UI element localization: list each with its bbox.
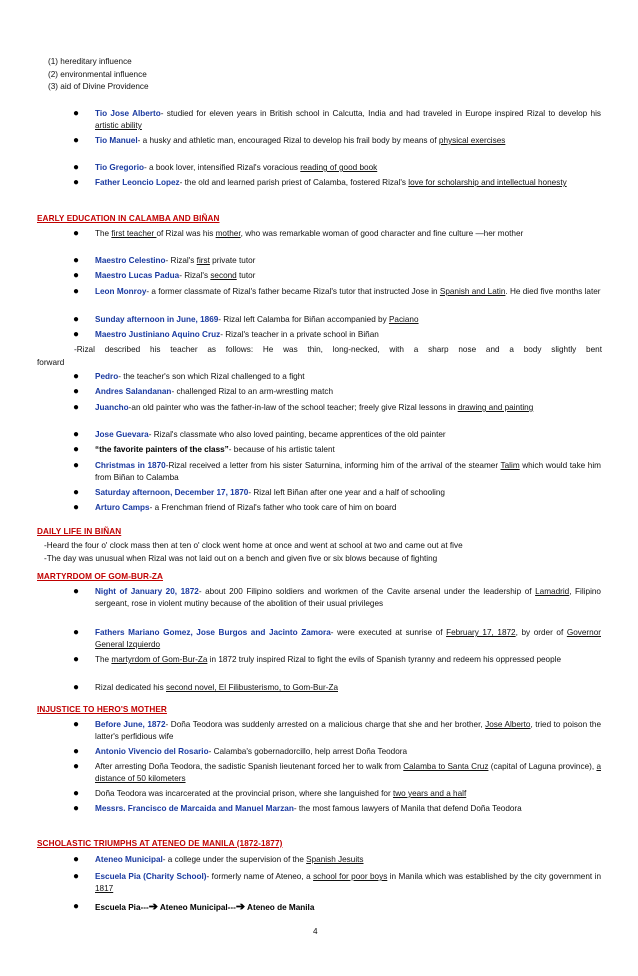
- text: - about 200 Filipino soldiers and workmen of the Cavite arsenal under the leadership of: [198, 587, 536, 596]
- text: private tutor: [209, 256, 256, 265]
- person-name: Saturday afternoon, December 17, 1870: [95, 488, 249, 497]
- text: - the old and learned parish priest of Calamba, fostered Rizal's: [179, 178, 409, 187]
- bullet-item: [73, 162, 601, 174]
- text: of Rizal was his: [156, 229, 216, 238]
- person-name: Escuela Pia (Charity School): [95, 872, 207, 881]
- bullet-icon: ●: [73, 177, 80, 188]
- text: - Rizal left Biñan after one year and a half of schooling: [248, 488, 445, 497]
- text: Escuela Pia---: [95, 903, 149, 912]
- person-name: Pedro: [95, 372, 119, 381]
- text: , tried to poison the latter's perfidious wife: [95, 720, 602, 741]
- bullet-item: [73, 502, 601, 514]
- paragraph: -The day was unusual when Rizal was not laid out on a bench and given five or six blows because of fighting: [44, 554, 438, 563]
- underlined-text: first teacher: [111, 229, 157, 238]
- text: - Doña Teodora was suddenly arrested on a malicious charge that she and her brother,: [165, 720, 486, 729]
- bullet-item: [73, 654, 601, 666]
- bullet-item: [73, 402, 601, 414]
- underlined-text: drawing and painting: [457, 403, 534, 412]
- text: in 1872 truly inspired Rizal to fight the evils of Spanish tyranny and redeem his oppressed people: [207, 655, 562, 664]
- list-item: (1) hereditary influence: [48, 57, 132, 66]
- underlined-text: Jose Alberto: [485, 720, 531, 729]
- bullet-item: [73, 371, 601, 383]
- underlined-text: first: [196, 256, 210, 265]
- person-name: Sunday afternoon in June, 1869: [95, 315, 219, 324]
- bullet-icon: ●: [73, 286, 80, 297]
- underlined-text: mother: [215, 229, 241, 238]
- quote-text: “the favorite painters of the class”: [95, 445, 229, 454]
- text: - studied for eleven years in British school in Calcutta, India and had traveled in Europe inspired Rizal to develop his: [160, 109, 601, 118]
- bullet-item: [73, 177, 601, 189]
- text: in Manila which was established by the city government in: [387, 872, 601, 881]
- text: - a former classmate of Rizal's father became Rizal's tutor that instructed Jose in: [146, 287, 440, 296]
- section-heading: EARLY EDUCATION IN CALAMBA AND BIÑAN: [37, 214, 220, 223]
- bullet-item: [73, 286, 601, 298]
- text: - a book lover, intensified Rizal's voracious: [143, 163, 301, 172]
- bullet-item: [73, 719, 602, 743]
- bullet-item: [73, 627, 601, 651]
- bullet-item: [73, 901, 601, 914]
- text: . He died five months later: [505, 287, 601, 296]
- text: Doña Teodora was incarcerated at the provincial prison, where she languished for: [95, 789, 393, 798]
- text: , Filipino sergeant, rose in violent mutiny because of the abolition of their usual privileges: [95, 587, 601, 608]
- underlined-text: second novel, El Filibusterismo, to Gom-Bur-Za: [166, 683, 338, 692]
- underlined-text: love for scholarship and intellectual honesty: [408, 178, 567, 187]
- bullet-icon: ●: [73, 429, 80, 440]
- text: - challenged Rizal to an arm-wrestling match: [171, 387, 333, 396]
- bullet-item: [73, 135, 601, 147]
- text: , who was remarkable woman of good character and fine culture —her mother: [240, 229, 524, 238]
- text: - Rizal's teacher in a private school in Biñan: [220, 330, 379, 339]
- person-name: Antonio Vivencio del Rosario: [95, 747, 209, 756]
- bullet-icon: ●: [73, 854, 80, 865]
- underlined-text: reading of good book: [300, 163, 378, 172]
- bullet-icon: ●: [73, 329, 80, 340]
- bullet-item: [73, 746, 601, 758]
- bullet-item: [73, 788, 601, 800]
- section-heading: INJUSTICE TO HERO'S MOTHER: [37, 705, 167, 714]
- person-name: Jose Guevara: [95, 430, 149, 439]
- bullet-icon: ●: [73, 162, 80, 173]
- bullet-item: [73, 854, 601, 866]
- person-name: Christmas in 1870: [95, 461, 166, 470]
- bullet-icon: ●: [73, 746, 80, 757]
- text: tutor: [236, 271, 256, 280]
- person-name: Tio Manuel: [95, 136, 138, 145]
- section-heading: SCHOLASTIC TRIUMPHS AT ATENEO DE MANILA (1872-1877): [37, 839, 283, 848]
- bullet-item: [73, 460, 601, 484]
- underlined-text: Lamadrid: [535, 587, 570, 596]
- text: , by order of: [515, 628, 567, 637]
- bullet-icon: ●: [73, 460, 80, 471]
- underlined-text: Paciano: [388, 315, 419, 324]
- text: - a Frenchman friend of Rizal's father who took care of him on board: [149, 503, 397, 512]
- person-name: Fathers Mariano Gomez, Jose Burgos and Jacinto Zamora: [95, 628, 331, 637]
- person-name: Arturo Camps: [95, 503, 150, 512]
- underlined-text: Spanish Jesuits: [306, 855, 364, 864]
- bullet-item: [73, 487, 601, 499]
- person-name: Maestro Celestino: [95, 256, 166, 265]
- person-name: Before June, 1872: [95, 720, 166, 729]
- bullet-icon: ●: [73, 228, 80, 239]
- text: The: [95, 229, 112, 238]
- text: - Rizal's classmate who also loved painting, became apprentices of the old painter: [148, 430, 446, 439]
- underlined-text: Calamba to Santa Cruz: [403, 762, 489, 771]
- text: - were executed at sunrise of: [330, 628, 447, 637]
- person-name: Messrs. Francisco de Marcaida and Manuel Marzan: [95, 804, 294, 813]
- bullet-item: [73, 682, 601, 694]
- underlined-text: physical exercises: [438, 136, 506, 145]
- text: - Rizal's: [165, 256, 197, 265]
- bullet-icon: ●: [73, 682, 80, 693]
- bullet-icon: ●: [73, 444, 80, 455]
- underlined-text: two years and a half: [392, 789, 467, 798]
- bullet-item: [73, 329, 601, 341]
- bullet-icon: ●: [73, 788, 80, 799]
- paragraph: forward: [37, 358, 65, 367]
- bullet-item: [73, 429, 601, 441]
- bullet-icon: ●: [73, 402, 80, 413]
- person-name: Ateneo Municipal: [95, 855, 163, 864]
- bullet-icon: ●: [73, 719, 80, 730]
- bullet-item: [73, 586, 601, 610]
- person-name: Night of January 20, 1872: [95, 587, 199, 596]
- numbered-list: [48, 56, 149, 94]
- underlined-text: a distance of 50 kilometers: [95, 762, 601, 783]
- text: - Rizal left Calamba for Biñan accompanied by: [218, 315, 389, 324]
- bullet-item: [73, 761, 601, 785]
- text: - Calamba's gobernadorcillo, help arrest Doña Teodora: [208, 747, 408, 756]
- text: which would take him from Biñan to Calamba: [95, 461, 601, 482]
- text: Ateneo de Manila: [245, 903, 315, 912]
- person-name: Andres Salandanan: [95, 387, 172, 396]
- bullet-icon: ●: [73, 386, 80, 397]
- bullet-icon: ●: [73, 255, 80, 266]
- list-item: (3) aid of Divine Providence: [48, 82, 149, 91]
- person-name: Juancho: [95, 403, 129, 412]
- bullet-icon: ●: [73, 270, 80, 281]
- section-heading: MARTYRDOM OF GOM-BUR-ZA: [37, 572, 164, 581]
- text: After arresting Doña Teodora, the sadistic Spanish lieutenant forced her to walk from: [95, 762, 404, 771]
- bullet-icon: ●: [73, 487, 80, 498]
- person-name: Leon Monroy: [95, 287, 147, 296]
- paragraph: -Rizal described his teacher as follows: He was thin, long-necked, with a sharp nose and a body slightly bent: [74, 345, 602, 354]
- bullet-icon: ●: [73, 761, 80, 772]
- bullet-item: [73, 228, 601, 240]
- underlined-text: Talim: [500, 461, 520, 470]
- arrow-right-icon: ➔: [235, 901, 246, 913]
- text: - a husky and athletic man, encouraged Rizal to develop his frail body by means of: [137, 136, 439, 145]
- person-name: Tio Jose Alberto: [95, 109, 161, 118]
- text: - the teacher's son which Rizal challenged to a fight: [118, 372, 305, 381]
- bullet-item: [73, 386, 601, 398]
- bullet-item: [73, 270, 601, 282]
- person-name: Maestro Lucas Padua: [95, 271, 180, 280]
- arrow-right-icon: ➔: [148, 901, 158, 913]
- underlined-text: February 17, 1872: [446, 628, 516, 637]
- underlined-text: Spanish and Latin: [439, 287, 506, 296]
- text: - the most famous lawyers of Manila that defend Doña Teodora: [293, 804, 522, 813]
- bullet-icon: ●: [73, 586, 80, 597]
- bullet-item: [73, 803, 601, 815]
- text: (capital of Laguna province),: [488, 762, 597, 771]
- underlined-text: 1817: [95, 884, 114, 893]
- text: The: [95, 655, 112, 664]
- text: - a college under the supervision of the: [162, 855, 307, 864]
- underlined-text: school for poor boys: [313, 872, 388, 881]
- bullet-icon: ●: [73, 654, 80, 665]
- person-name: Tio Gregorio: [95, 163, 144, 172]
- bullet-icon: ●: [73, 871, 80, 882]
- bullet-icon: ●: [73, 803, 80, 814]
- text: - Rizal's: [179, 271, 211, 280]
- underlined-text: Governor General Izquierdo: [95, 628, 601, 649]
- bullet-icon: ●: [73, 135, 80, 146]
- underlined-text: artistic ability: [95, 121, 142, 130]
- bullet-icon: ●: [73, 108, 80, 119]
- text: Ateneo Municipal---: [157, 903, 236, 912]
- paragraph: -Heard the four o' clock mass then at ten o' clock went home at once and went at school at two and came out at five: [44, 541, 463, 550]
- bullet-item: [73, 444, 601, 456]
- bullet-icon: ●: [73, 627, 80, 638]
- person-name: Father Leoncio Lopez: [95, 178, 180, 187]
- person-name: Maestro Justiniano Aquino Cruz: [95, 330, 221, 339]
- list-item: (2) environmental influence: [48, 69, 147, 79]
- bullet-item: [73, 871, 601, 895]
- section-heading: DAILY LIFE IN BIÑAN: [37, 527, 122, 536]
- bullet-icon: ●: [73, 314, 80, 325]
- text: -Rizal received a letter from his sister Saturnina, informing him of the arrival of the steamer: [165, 461, 501, 470]
- text: - because of his artistic talent: [228, 445, 335, 454]
- text: Rizal dedicated his: [95, 683, 166, 692]
- bullet-icon: ●: [73, 371, 80, 382]
- bullet-item: [73, 255, 601, 267]
- bullet-icon: ●: [73, 901, 80, 912]
- bullet-item: [73, 108, 601, 132]
- page-number: 4: [313, 927, 318, 936]
- underlined-text: second: [210, 271, 237, 280]
- underlined-text: martyrdom of Gom-Bur-Za: [111, 655, 208, 664]
- bullet-icon: ●: [73, 502, 80, 513]
- bullet-item: [73, 314, 601, 326]
- text: -an old painter who was the father-in-law of the school teacher; freely give Rizal lessons in: [128, 403, 458, 412]
- text: - formerly name of Ateneo, a: [206, 872, 314, 881]
